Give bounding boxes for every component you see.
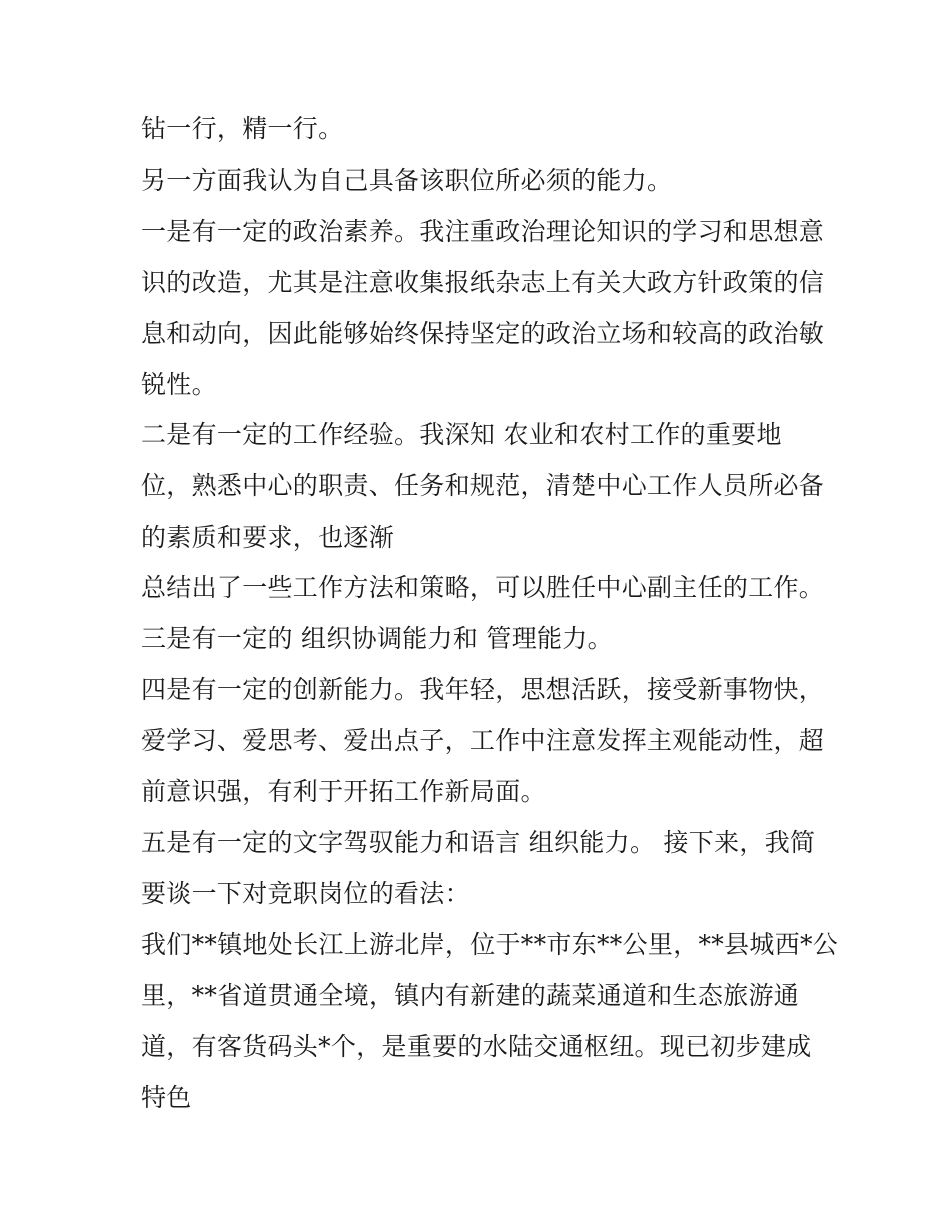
text-line: 二是有一定的工作经验。我深知 农业和农村工作的重要地 (141, 420, 782, 449)
text-line: 前意识强，有利于开拓工作新局面。 (141, 777, 546, 806)
text-line: 里，**省道贯通全境，镇内有新建的蔬菜通道和生态旅游通 (141, 981, 800, 1010)
text-line: 道，有客货码头*个，是重要的水陆交通枢纽。现已初步建成 (141, 1032, 812, 1061)
text-line: 总结出了一些工作方法和策略，可以胜任中心副主任的工作。 (141, 573, 825, 602)
text-line: 我们**镇地处长江上游北岸，位于**市东**公里，**县城西*公 (141, 930, 839, 959)
text-line: 三是有一定的 组织协调能力和 管理能力。 (141, 624, 613, 653)
text-line: 特色 (141, 1083, 192, 1112)
text-line: 锐性。 (141, 370, 217, 399)
text-line: 四是有一定的创新能力。我年轻，思想活跃，接受新事物快， (141, 675, 825, 704)
text-line: 一是有一定的政治素养。我注重政治理论知识的学习和思想意 (141, 217, 825, 246)
text-line: 识的改造，尤其是注意收集报纸杂志上有关大政方针政策的信 (141, 268, 825, 297)
text-line: 另一方面我认为自己具备该职位所必须的能力。 (141, 166, 673, 195)
text-line: 息和动向，因此能够始终保持坚定的政治立场和较高的政治敏 (141, 319, 825, 348)
text-line: 的素质和要求，也逐渐 (141, 523, 395, 552)
text-line: 要谈一下对竞职岗位的看法： (141, 879, 470, 908)
text-line: 位，熟悉中心的职责、任务和规范，清楚中心工作人员所必备 (141, 471, 825, 500)
text-line: 五是有一定的文字驾驭能力和语言 组织能力。 接下来，我简 (141, 828, 816, 857)
text-line: 爱学习、爱思考、爱出点子，工作中注意发挥主观能动性，超 (141, 726, 825, 755)
text-line: 钻一行，精一行。 (141, 114, 344, 143)
